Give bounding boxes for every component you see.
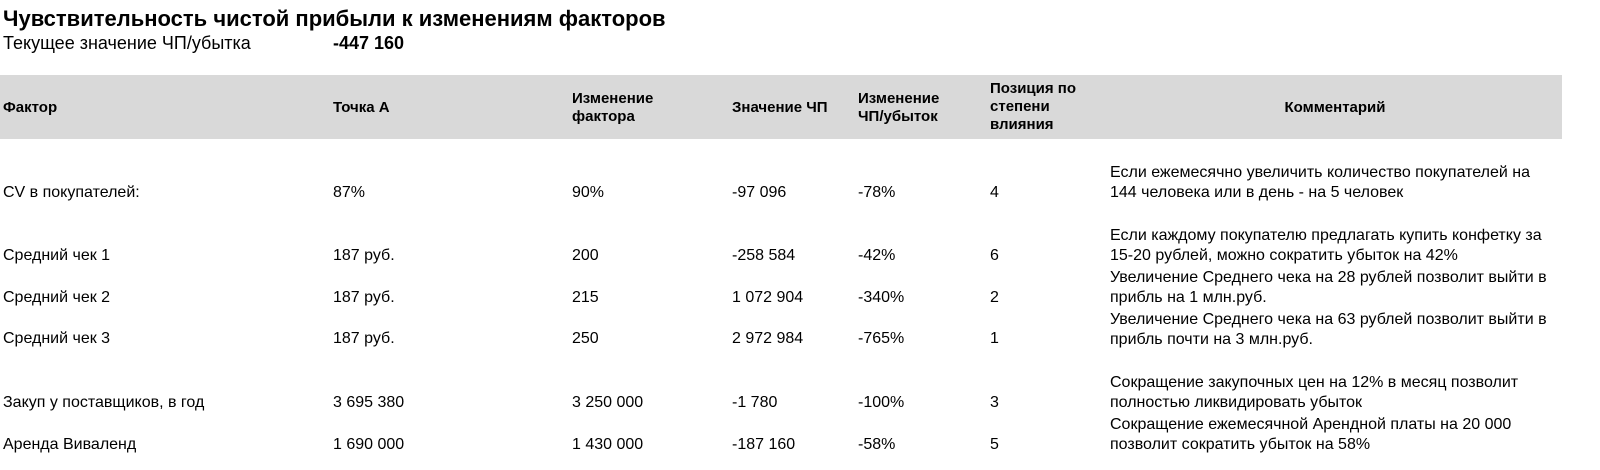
cell-comment: Увеличение Среднего чека на 63 рублей позволит выйти в прибль почти на 3 млн.руб. — [1110, 311, 1547, 348]
cell-factor-change: 250 — [572, 330, 599, 347]
cell-factor-change: 90% — [572, 184, 605, 201]
cell-factor-change: 200 — [572, 247, 599, 264]
cell-np-change: -765% — [858, 330, 905, 347]
cell-np-value: -187 160 — [732, 436, 796, 453]
cell-comment: Если каждому покупателю предлагать купить конфетку за 15-20 рублей, можно сократить убыток на 42% — [1110, 227, 1542, 264]
cell-rank: 5 — [990, 436, 999, 453]
cell-np-value: -97 096 — [732, 184, 787, 201]
header-factor: Фактор — [3, 99, 58, 116]
cell-factor: Средний чек 3 — [3, 330, 111, 347]
cell-rank: 1 — [990, 330, 999, 347]
cell-np-change: -78% — [858, 184, 896, 201]
cell-point-a: 187 руб. — [333, 247, 395, 264]
current-np-value: -447 160 — [333, 33, 405, 53]
report-title: Чувствительность чистой прибыли к изменениям факторов — [3, 6, 666, 31]
header-rank: Позиция по степени влияния — [990, 80, 1077, 133]
cell-np-change: -100% — [858, 394, 905, 411]
header-factor-change: Изменение фактора — [572, 90, 654, 125]
cell-comment: Если ежемесячно увеличить количество покупателей на 144 человека или в день - на 5 человек — [1110, 164, 1530, 201]
cell-factor-change: 1 430 000 — [572, 436, 644, 453]
cell-np-value: -258 584 — [732, 247, 796, 264]
cell-factor: Средний чек 2 — [3, 289, 111, 306]
cell-point-a: 87% — [333, 184, 366, 201]
cell-rank: 3 — [990, 394, 999, 411]
cell-factor: Закуп у поставщиков, в год — [3, 394, 205, 411]
header-np-value: Значение ЧП — [732, 99, 828, 116]
cell-rank: 4 — [990, 184, 999, 201]
cell-point-a: 1 690 000 — [333, 436, 405, 453]
header-comment: Комментарий — [1284, 99, 1386, 116]
cell-np-value: 2 972 984 — [732, 330, 804, 347]
cell-point-a: 187 руб. — [333, 289, 395, 306]
cell-factor: CV в покупателей: — [3, 184, 140, 201]
cell-rank: 6 — [990, 247, 999, 264]
cell-factor-change: 215 — [572, 289, 599, 306]
cell-factor: Средний чек 1 — [3, 247, 111, 264]
cell-point-a: 187 руб. — [333, 330, 395, 347]
cell-np-change: -42% — [858, 247, 896, 264]
cell-rank: 2 — [990, 289, 999, 306]
header-np-change: Изменение ЧП/убыток — [858, 90, 940, 125]
cell-point-a: 3 695 380 — [333, 394, 405, 411]
cell-comment: Сокращение ежемесячной Арендной платы на 20 000 позволит сократить убыток на 58% — [1110, 416, 1512, 453]
cell-comment: Увеличение Среднего чека на 28 рублей позволит выйти в прибль на 1 млн.руб. — [1110, 269, 1547, 306]
cell-np-value: -1 780 — [732, 394, 778, 411]
cell-factor: Аренда Виваленд — [3, 436, 137, 453]
cell-comment: Сокращение закупочных цен на 12% в месяц позволит полностью ликвидировать убыток — [1110, 374, 1519, 411]
current-np-label: Текущее значение ЧП/убытка — [3, 33, 251, 53]
cell-np-value: 1 072 904 — [732, 289, 804, 306]
cell-factor-change: 3 250 000 — [572, 394, 644, 411]
cell-np-change: -58% — [858, 436, 896, 453]
header-point-a: Точка А — [333, 99, 390, 116]
cell-np-change: -340% — [858, 289, 905, 306]
